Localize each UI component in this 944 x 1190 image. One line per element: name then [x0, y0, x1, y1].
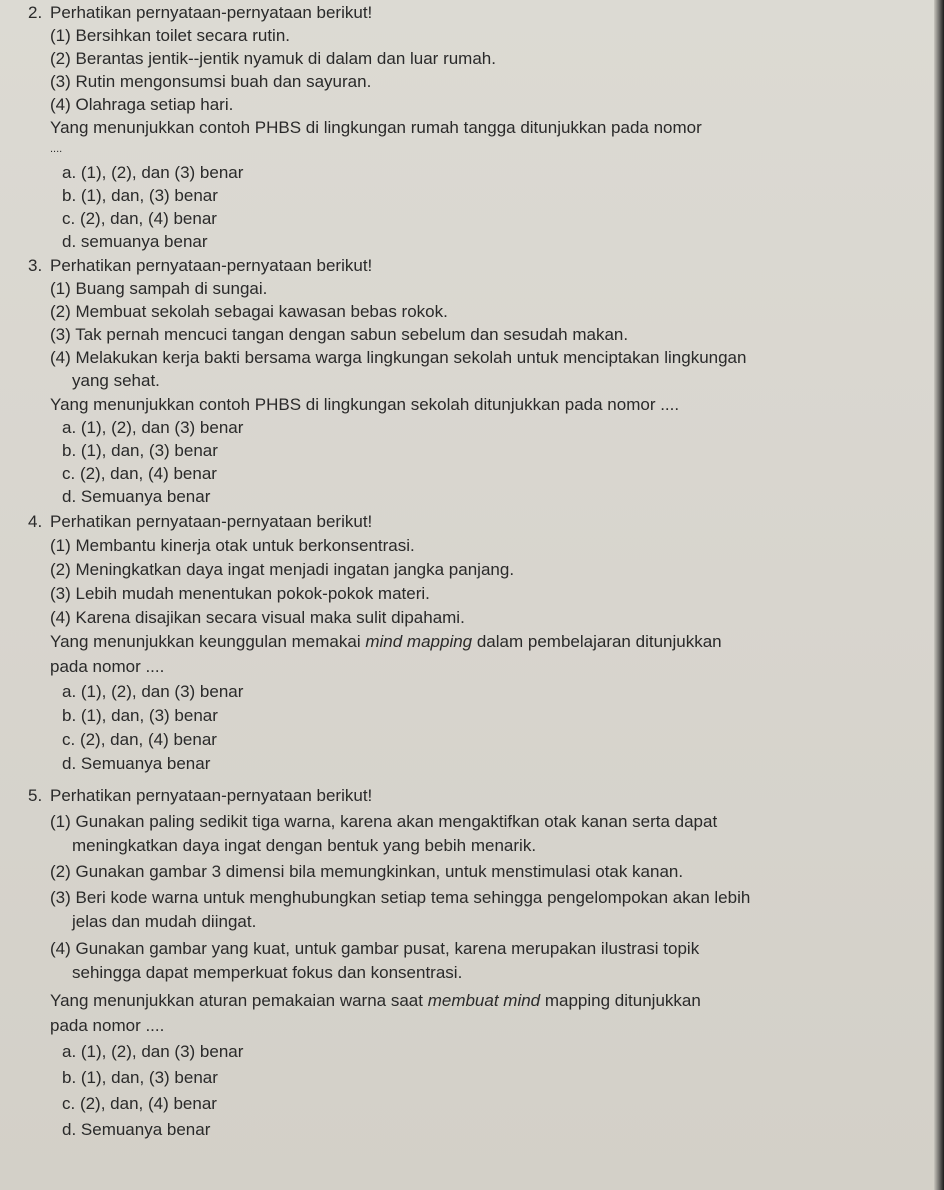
question-number: 3.	[28, 256, 43, 275]
statement-1: (1) Membantu kinerja otak untuk berkonsentrasi.	[50, 536, 415, 555]
statement-3: (3) Tak pernah mencuci tangan dengan sabun sebelum dan sesudah makan.	[50, 325, 629, 344]
question-intro: Perhatikan pernyataan-pernyataan berikut!	[50, 3, 373, 22]
option-a[interactable]: a. (1), (2), dan (3) benar	[62, 1042, 244, 1061]
option-c[interactable]: c. (2), dan, (4) benar	[62, 730, 217, 749]
option-a[interactable]: a. (1), (2), dan (3) benar	[62, 418, 244, 437]
statement-4: (4) Melakukan kerja bakti bersama warga lingkungan sekolah untuk menciptakan lingkungan	[50, 348, 747, 367]
statement-1: (1) Gunakan paling sedikit tiga warna, karena akan mengaktifkan otak kanan serta dapat	[50, 812, 718, 831]
statement-4-cont: yang sehat.	[72, 371, 160, 390]
option-a[interactable]: a. (1), (2), dan (3) benar	[62, 682, 244, 701]
option-c[interactable]: c. (2), dan, (4) benar	[62, 1094, 217, 1113]
page-edge-shadow	[934, 0, 944, 1190]
statement-3: (3) Beri kode warna untuk menghubungkan setiap tema sehingga pengelompokan akan lebih	[50, 888, 751, 907]
option-b[interactable]: b. (1), dan, (3) benar	[62, 706, 218, 725]
statement-1: (1) Bersihkan toilet secara rutin.	[50, 26, 290, 45]
statement-4-cont: sehingga dapat memperkuat fokus dan konsentrasi.	[72, 963, 463, 982]
question-text: Yang menunjukkan keunggulan memakai mind mapping dalam pembelajaran ditunjukkan	[50, 632, 722, 651]
question-number: 2.	[28, 3, 43, 22]
option-d[interactable]: d. Semuanya benar	[62, 754, 211, 773]
option-c[interactable]: c. (2), dan, (4) benar	[62, 209, 217, 228]
option-b[interactable]: b. (1), dan, (3) benar	[62, 186, 218, 205]
statement-2: (2) Berantas jentik--jentik nyamuk di dalam dan luar rumah.	[50, 49, 496, 68]
question-number: 4.	[28, 512, 43, 531]
statement-2: (2) Gunakan gambar 3 dimensi bila memungkinkan, untuk menstimulasi otak kanan.	[50, 862, 684, 881]
question-intro: Perhatikan pernyataan-pernyataan berikut!	[50, 512, 373, 531]
question-text: Yang menunjukkan aturan pemakaian warna saat membuat mind mapping ditunjukkan	[50, 991, 701, 1010]
statement-2: (2) Meningkatkan daya ingat menjadi ingatan jangka panjang.	[50, 560, 515, 579]
option-d[interactable]: d. semuanya benar	[62, 232, 208, 251]
statement-4: (4) Olahraga setiap hari.	[50, 95, 234, 114]
statement-2: (2) Membuat sekolah sebagai kawasan bebas rokok.	[50, 302, 448, 321]
question-number: 5.	[28, 786, 43, 805]
option-a[interactable]: a. (1), (2), dan (3) benar	[62, 163, 244, 182]
question-intro: Perhatikan pernyataan-pernyataan berikut!	[50, 786, 373, 805]
statement-3: (3) Rutin mengonsumsi buah dan sayuran.	[50, 72, 372, 91]
statement-1-cont: meningkatkan daya ingat dengan bentuk yang bebih menarik.	[72, 836, 537, 855]
question-text-cont: pada nomor ....	[50, 657, 165, 676]
question-text: Yang menunjukkan contoh PHBS di lingkungan sekolah ditunjukkan pada nomor ....	[50, 395, 680, 414]
option-d[interactable]: d. Semuanya benar	[62, 487, 211, 506]
statement-1: (1) Buang sampah di sungai.	[50, 279, 268, 298]
question-intro: Perhatikan pernyataan-pernyataan berikut!	[50, 256, 373, 275]
statement-4: (4) Gunakan gambar yang kuat, untuk gambar pusat, karena merupakan ilustrasi topik	[50, 939, 700, 958]
option-c[interactable]: c. (2), dan, (4) benar	[62, 464, 217, 483]
statement-4: (4) Karena disajikan secara visual maka sulit dipahami.	[50, 608, 465, 627]
question-text-cont: ....	[50, 143, 63, 155]
statement-3-cont: jelas dan mudah diingat.	[72, 912, 257, 931]
question-text-cont: pada nomor ....	[50, 1016, 165, 1035]
option-d[interactable]: d. Semuanya benar	[62, 1120, 211, 1139]
option-b[interactable]: b. (1), dan, (3) benar	[62, 1068, 218, 1087]
question-text: Yang menunjukkan contoh PHBS di lingkungan rumah tangga ditunjukkan pada nomor	[50, 118, 702, 137]
statement-3: (3) Lebih mudah menentukan pokok-pokok materi.	[50, 584, 430, 603]
option-b[interactable]: b. (1), dan, (3) benar	[62, 441, 218, 460]
